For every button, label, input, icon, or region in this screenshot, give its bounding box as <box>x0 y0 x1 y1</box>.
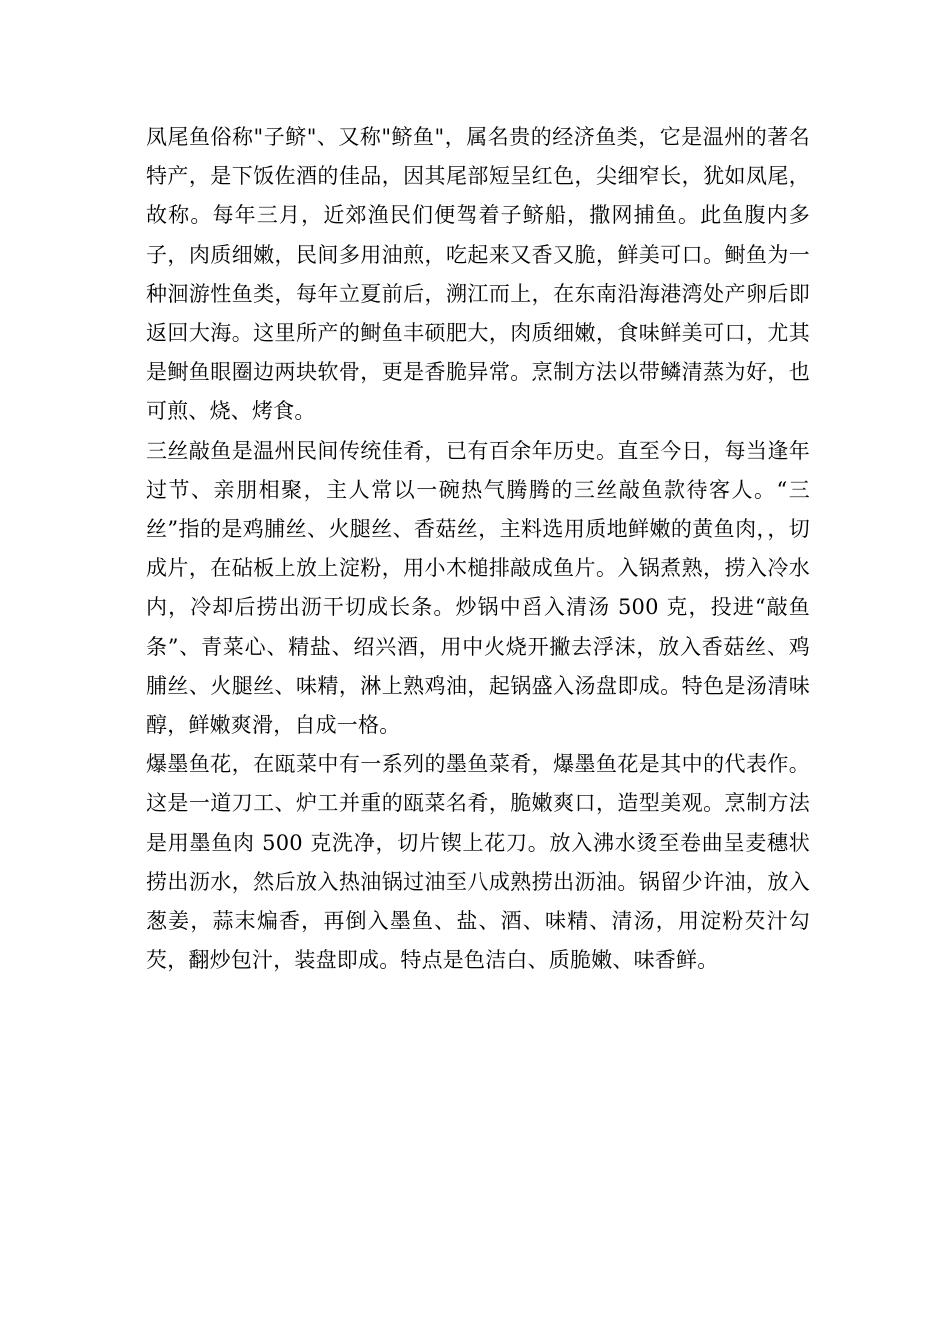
paragraph-baomoyuhua: 爆墨鱼花，在瓯菜中有一系列的墨鱼菜肴，爆墨鱼花是其中的代表作。这是一道刀工、炉工并重的瓯菜名肴，脆嫩爽口，造型美观。烹制方法是用墨鱼肉 500 克洗净，切片锲上花刀。放入沸水烫至卷曲呈麦穗状捞出沥水，然后放入热油锅过油至八成熟捞出沥油。锅留少许油，放入葱姜，蒜末煸香，再倒入墨鱼、盐、酒、味精、清汤，用淀粉芡汁勾芡，翻炒包汁，装盘即成。特点是色洁白、质脆嫩、味香鲜。 <box>146 752 810 973</box>
paragraph-sansiqiaoyu: 三丝敲鱼是温州民间传统佳肴，已有百余年历史。直至今日，每当逢年过节、亲朋相聚，主人常以一碗热气腾腾的三丝敲鱼款待客人。“三丝”指的是鸡脯丝、火腿丝、香菇丝，主料选用质地鲜嫩的黄鱼肉，，切成片，在砧板上放上淀粉，用小木槌排敲成鱼片。入锅煮熟，捞入冷水内，冷却后捞出沥干切成长条。炒锅中舀入清汤 500 克，投进“敲鱼条”、青菜心、精盐、绍兴酒，用中火烧开撇去浮沫，放入香菇丝、鸡脯丝、火腿丝、味精，淋上熟鸡油，起锅盛入汤盘即成。特色是汤清味醇，鲜嫩爽滑，自成一格。 <box>146 438 810 738</box>
document-body <box>146 118 810 980</box>
paragraph-fengweiyu: 凤尾鱼俗称"子鲚"、又称"鲚鱼"，属名贵的经济鱼类，它是温州的著名特产，是下饭佐酒的佳品，因其尾部短呈红色，尖细窄长，犹如凤尾，故称。每年三月，近郊渔民们便驾着子鲚船，撒网捕鱼。此鱼腹内多子，肉质细嫩，民间多用油煎，吃起来又香又脆，鲜美可口。鲥鱼为一种洄游性鱼类，每年立夏前后，溯江而上，在东南沿海港湾处产卵后即返回大海。这里所产的鲥鱼丰硕肥大，肉质细嫩，食味鲜美可口，尤其是鲥鱼眼圈边两块软骨，更是香脆异常。烹制方法以带鳞清蒸为好，也可煎、烧、烤食。 <box>146 125 810 424</box>
